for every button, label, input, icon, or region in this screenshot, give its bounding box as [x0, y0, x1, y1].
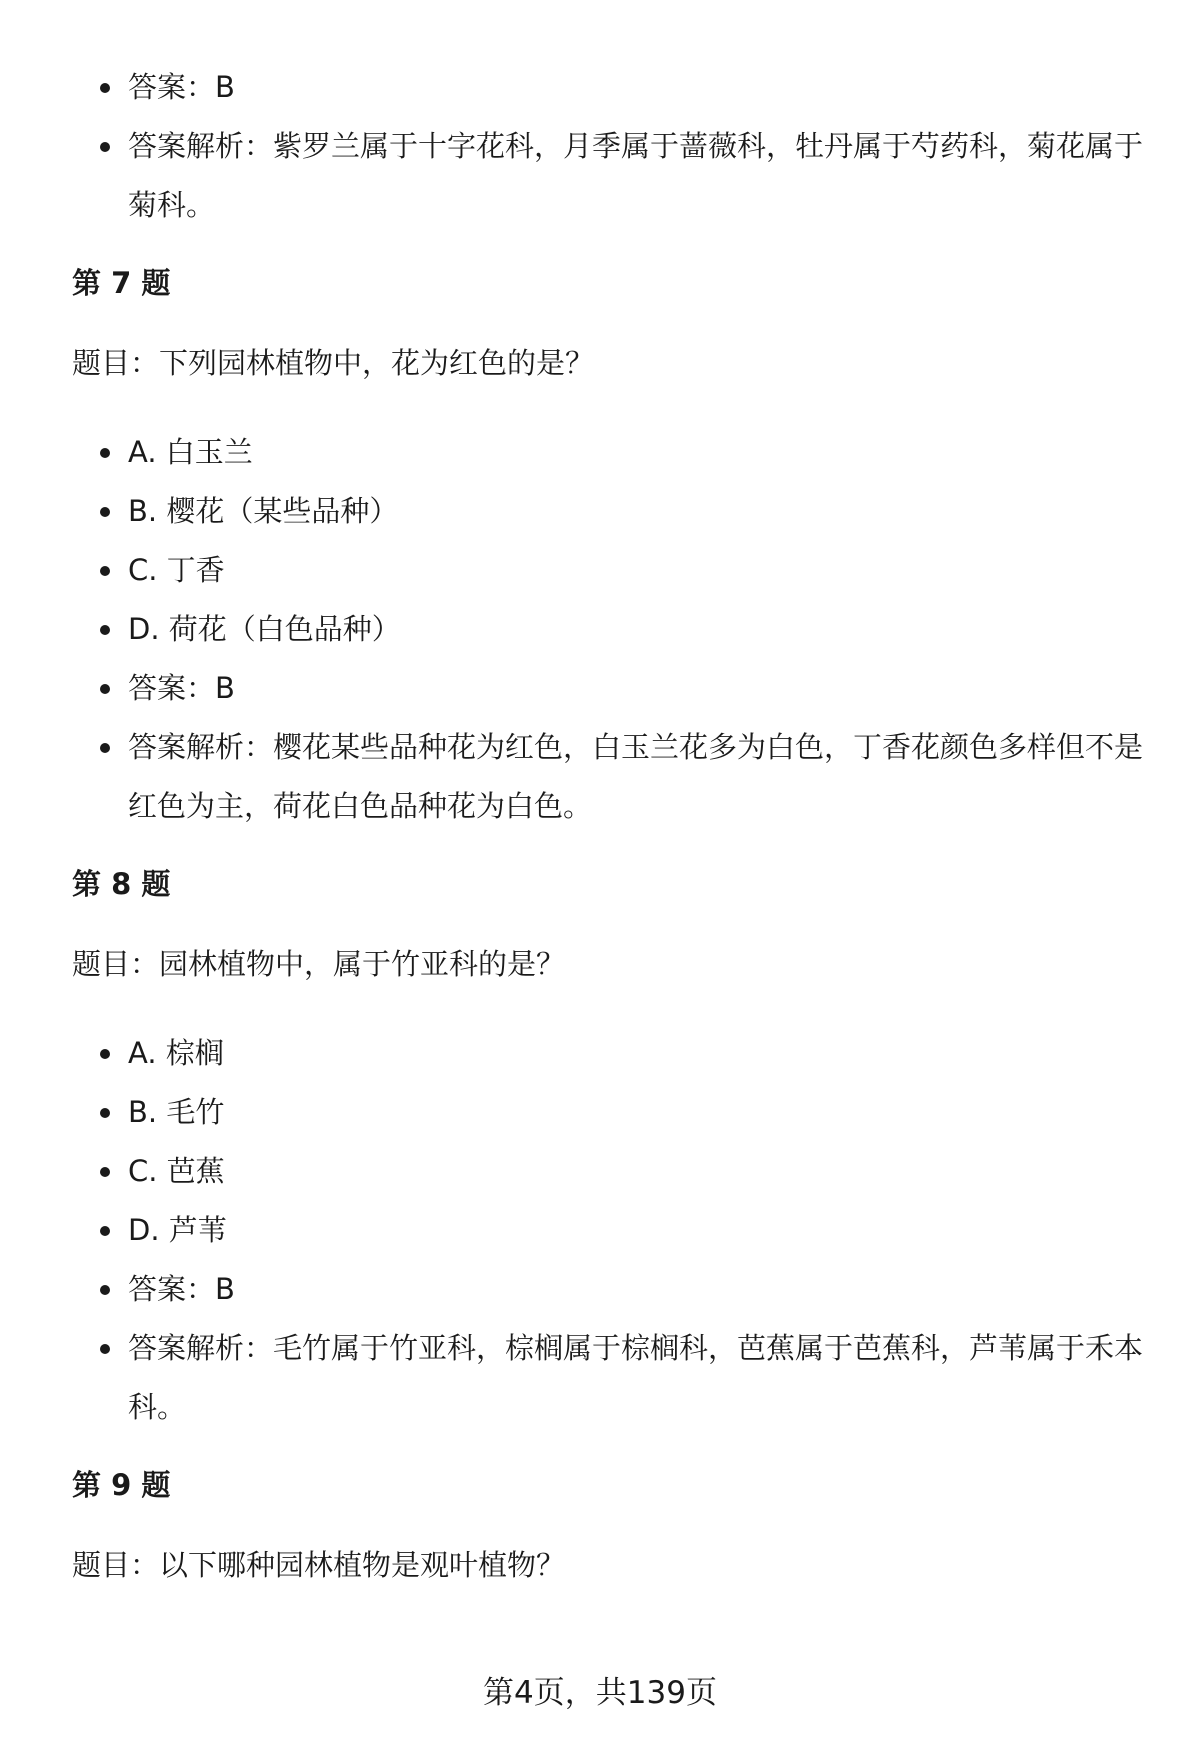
explanation-item: 答案解析：紫罗兰属于十字花科，月季属于蔷薇科，牡丹属于芍药科，菊花属于菊科。	[72, 117, 1152, 235]
question-stem: 题目：以下哪种园林植物是观叶植物？	[72, 1548, 566, 1582]
question-stem: 题目：下列园林植物中，花为红色的是？	[72, 346, 595, 380]
option-item: D. 芦苇	[72, 1201, 1152, 1260]
explanation-item: 答案解析：毛竹属于竹亚科，棕榈属于棕榈科，芭蕉属于芭蕉科，芦苇属于禾本科。	[72, 1319, 1152, 1437]
page-footer: 第4页，共139页	[483, 1675, 717, 1711]
question-items	[72, 1024, 1152, 1437]
explanation-item: 答案解析：樱花某些品种花为红色，白玉兰花多为白色，丁香花颜色多样但不是红色为主，荷花白色品种花为白色。	[72, 718, 1152, 836]
option-item: B. 樱花（某些品种）	[72, 482, 1152, 541]
option-item: C. 芭蕉	[72, 1142, 1152, 1201]
option-item: C. 丁香	[72, 541, 1152, 600]
previous-question-tail	[72, 58, 1152, 235]
answer-item: 答案：B	[72, 58, 1152, 117]
question-heading: 第 9 题	[72, 1468, 171, 1502]
question-stem: 题目：园林植物中，属于竹亚科的是？	[72, 947, 566, 981]
question-items	[72, 423, 1152, 836]
answer-item: 答案：B	[72, 1260, 1152, 1319]
answer-item: 答案：B	[72, 659, 1152, 718]
option-item: D. 荷花（白色品种）	[72, 600, 1152, 659]
option-item: A. 白玉兰	[72, 423, 1152, 482]
question-heading: 第 8 题	[72, 867, 171, 901]
question-heading: 第 7 题	[72, 266, 171, 300]
option-item: B. 毛竹	[72, 1083, 1152, 1142]
page-content	[72, 58, 1152, 1585]
option-item: A. 棕榈	[72, 1024, 1152, 1083]
